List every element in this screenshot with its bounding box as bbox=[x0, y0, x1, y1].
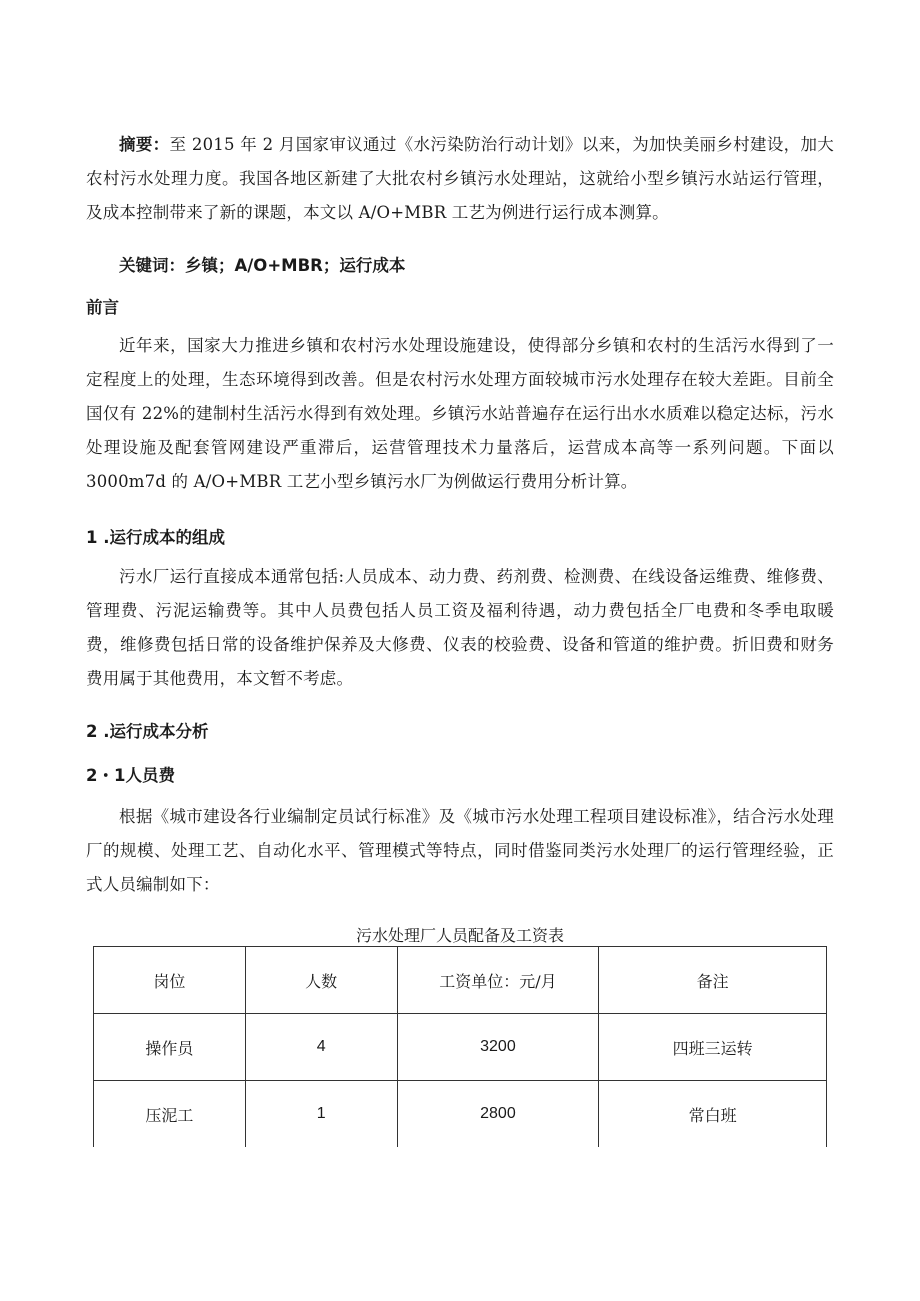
abstract-paragraph bbox=[86, 128, 834, 230]
header-salary: 工资单位：元/月 bbox=[397, 947, 599, 1014]
cell-count: 1 bbox=[245, 1081, 397, 1148]
section1-heading: 1 .运行成本的组成 bbox=[86, 528, 225, 547]
cell-remark: 常白班 bbox=[599, 1081, 827, 1148]
preface-heading: 前言 bbox=[86, 298, 119, 317]
section2-1-paragraph: 根据《城市建设各行业编制定员试行标准》及《城市污水处理工程项目建设标准》，结合污水处理厂的规模、处理工艺、自动化水平、管理模式等特点，同时借鉴同类污水处理厂的运行管理经验，正式人员编制如下： bbox=[86, 807, 834, 894]
section2-1-heading: 2・1人员费 bbox=[86, 766, 175, 785]
header-position: 岗位 bbox=[94, 947, 246, 1014]
table-header-row bbox=[94, 947, 827, 1014]
staff-salary-table bbox=[93, 946, 827, 1147]
cell-salary: 3200 bbox=[397, 1014, 599, 1081]
cell-remark: 四班三运转 bbox=[599, 1014, 827, 1081]
table-row bbox=[94, 1014, 827, 1081]
header-remark: 备注 bbox=[599, 947, 827, 1014]
abstract-text: 至 2015 年 2 月国家审议通过《水污染防治行动计划》以来，为加快美丽乡村建设，加大农村污水处理力度。我国各地区新建了大批农村乡镇污水处理站，这就给小型乡镇污水站运行管理，及成本控制带来了新的课题，本文以 A/O+MBR 工艺为例进行运行成本测算。 bbox=[86, 135, 834, 222]
keywords-line: 关键词：乡镇；A/O+MBR；运行成本 bbox=[119, 256, 406, 275]
preface-paragraph: 近年来，国家大力推进乡镇和农村污水处理设施建设，使得部分乡镇和农村的生活污水得到了一定程度上的处理，生态环境得到改善。但是农村污水处理方面较城市污水处理存在较大差距。目前全国仅有 22%的建制村生活污水得到有效处理。乡镇污水站普遍存在运行出水水质难以稳定达标，污水处理设施及配套管网建设严重滞后，运营管理技术力量落后，运营成本高等一系列问题。下面以 3000m7d 的 A/O+MBR 工艺小型乡镇污水厂为例做运行费用分析计算。 bbox=[86, 336, 834, 491]
section2-heading: 2 .运行成本分析 bbox=[86, 722, 209, 741]
header-count: 人数 bbox=[245, 947, 397, 1014]
abstract-label: 摘要： bbox=[119, 135, 170, 154]
cell-count: 4 bbox=[245, 1014, 397, 1081]
cell-position: 操作员 bbox=[94, 1014, 246, 1081]
table-caption: 污水处理厂人员配备及工资表 bbox=[355, 926, 564, 945]
table-row bbox=[94, 1081, 827, 1148]
section1-paragraph: 污水厂运行直接成本通常包括:人员成本、动力费、药剂费、检测费、在线设备运维费、维修费、管理费、污泥运输费等。其中人员费包括人员工资及福利待遇，动力费包括全厂电费和冬季电取暖费，维修费包括日常的设备维护保养及大修费、仪表的校验费、设备和管道的维护费。折旧费和财务费用属于其他费用，本文暂不考虑。 bbox=[86, 567, 834, 688]
cell-salary: 2800 bbox=[397, 1081, 599, 1148]
cell-position: 压泥工 bbox=[94, 1081, 246, 1148]
